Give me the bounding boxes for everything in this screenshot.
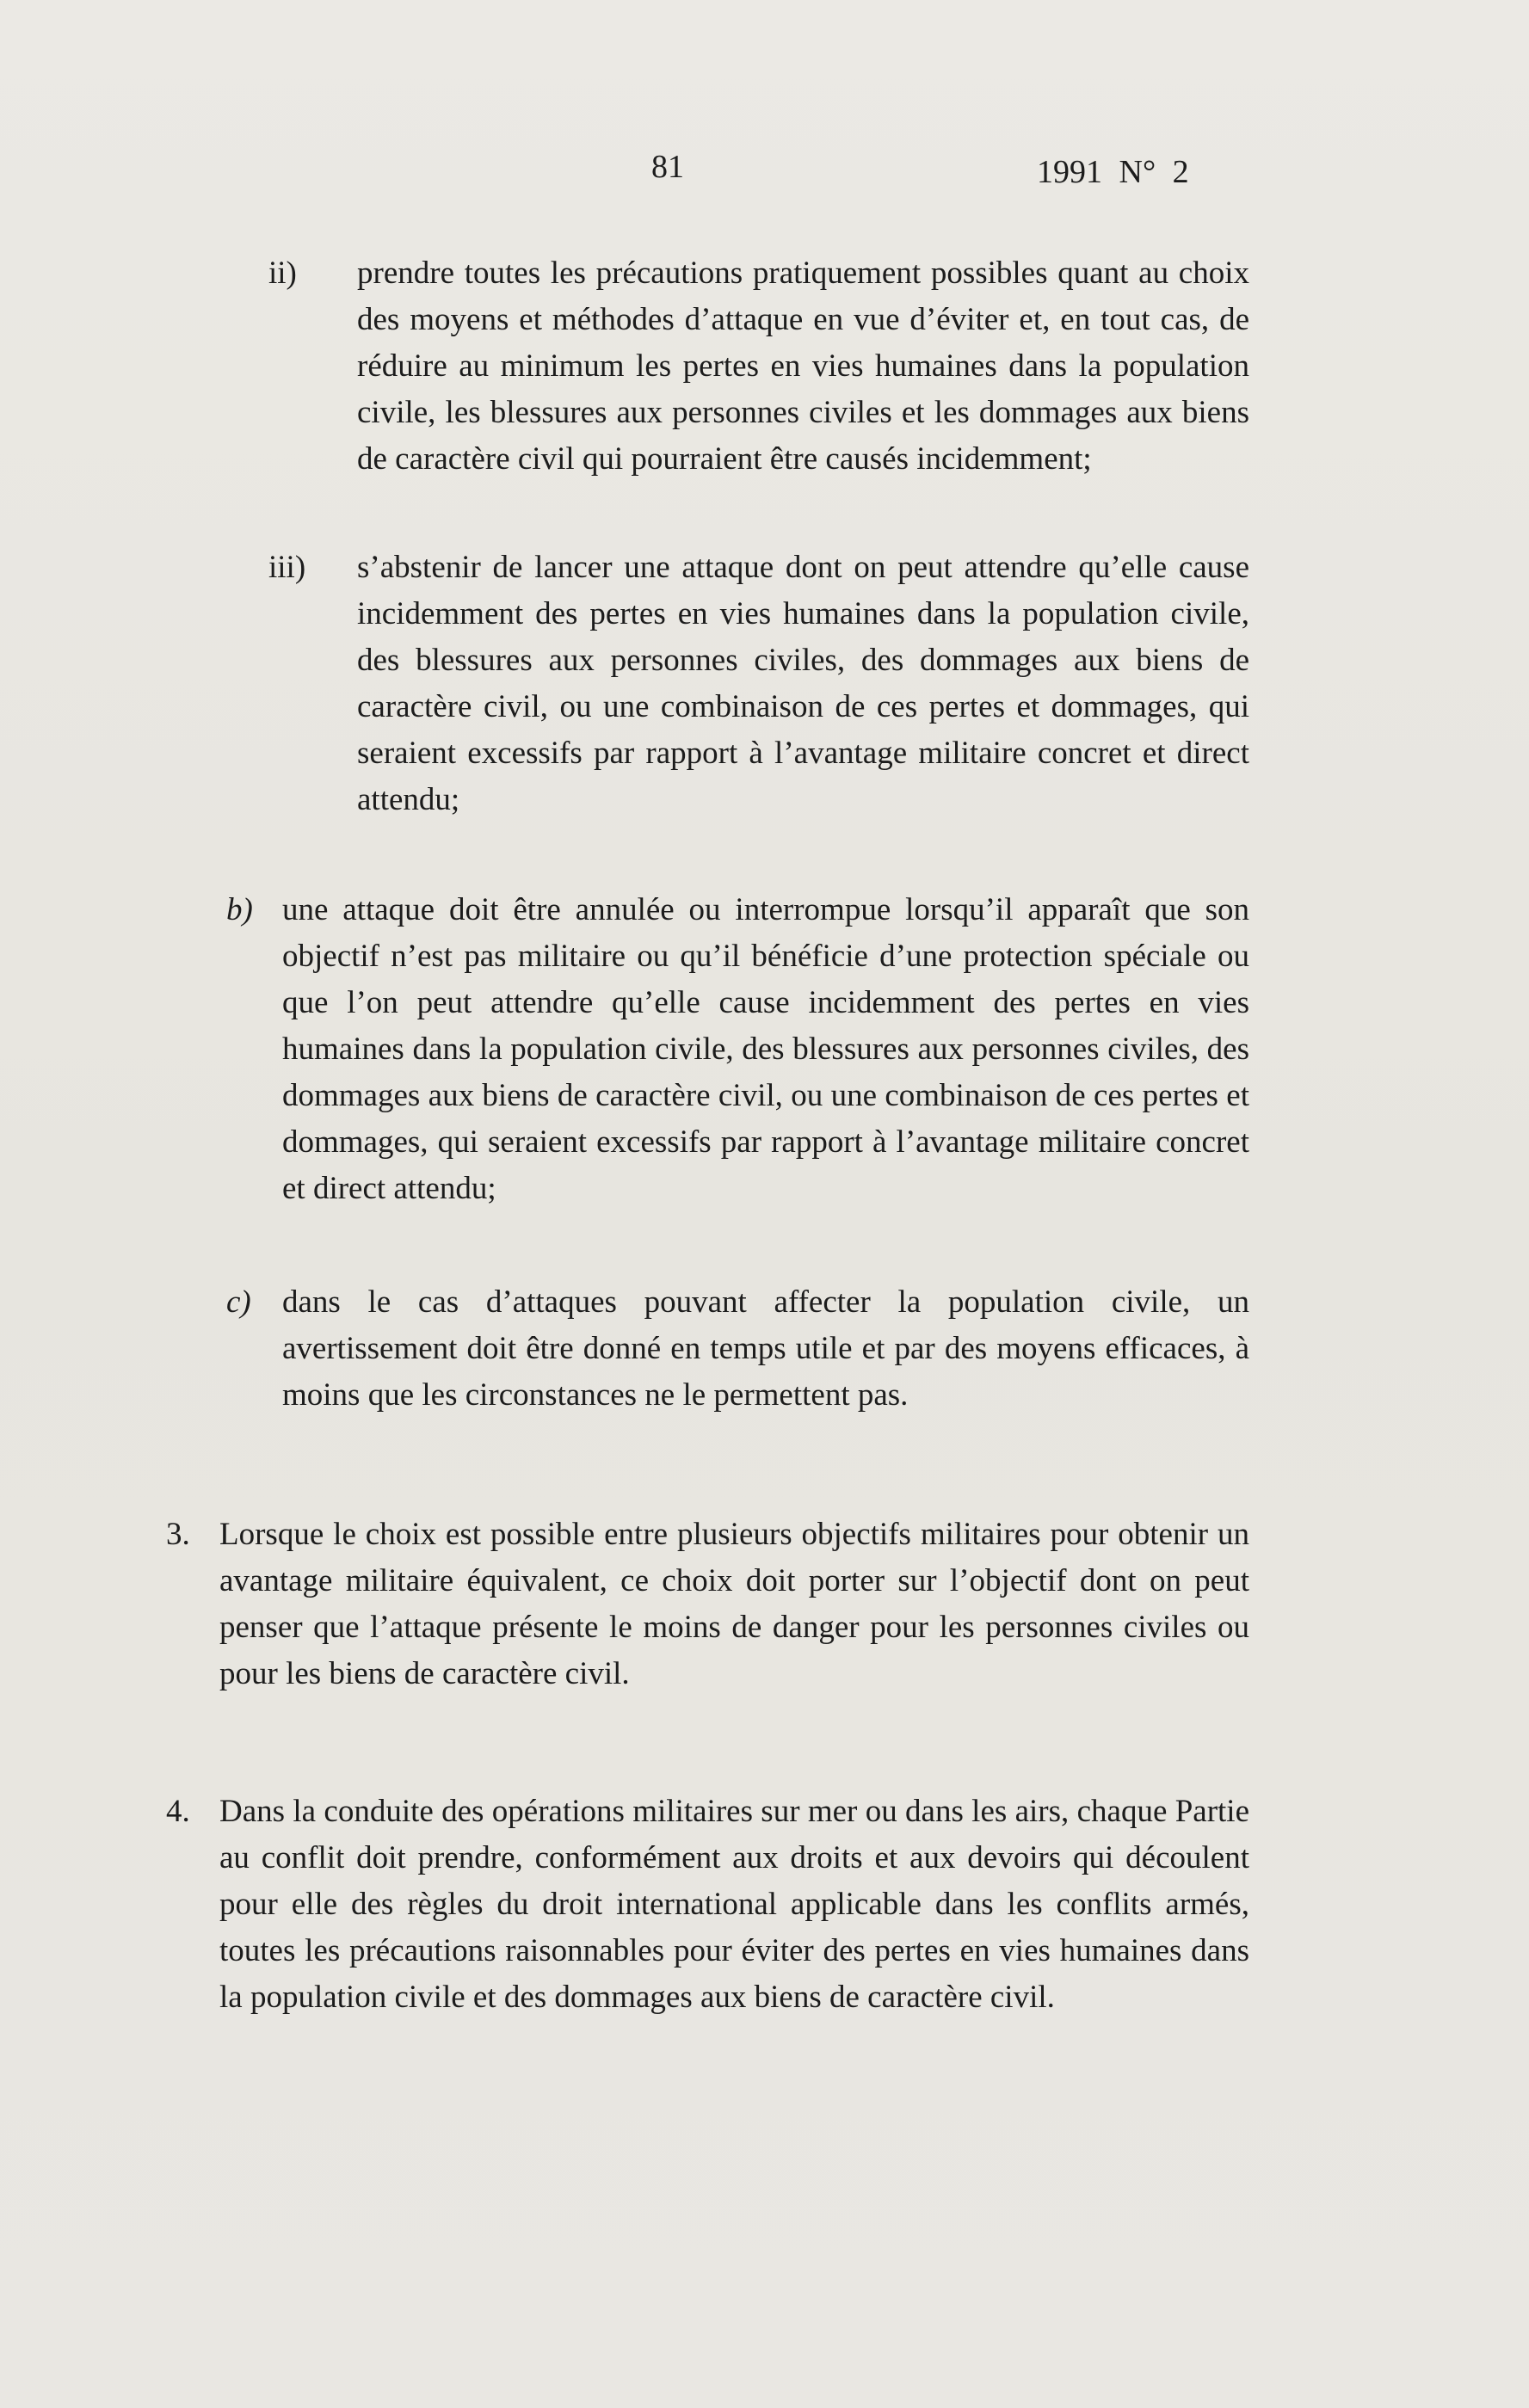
paragraph-text: Dans la conduite des opérations militaires sur mer ou dans les airs, chaque Partie au conflit doit prendre, conformément aux droits et aux devoirs qui découlent pour elle des règles du droit international applicable dans les conflits armés, toutes les précautions raisonnables pour éviter des pertes en vies humaines dans la population civile et des dommages aux biens de caractère civil. bbox=[219, 1794, 1249, 2015]
page-number: 81 bbox=[651, 149, 684, 185]
paragraph-number: 4. bbox=[166, 1794, 190, 1829]
list-item-text: dans le cas d’attaques pouvant affecter la population civile, un avertissement doit être donné en temps utile et par des moyens efficaces, à moins que les circonstances ne le permettent pas. bbox=[282, 1284, 1249, 1413]
list-item-text: s’abstenir de lancer une attaque dont on peut attendre qu’elle cause incidemment des pertes en vies humaines dans la population civile, des blessures aux personnes civiles, des dommages aux biens de caractère civil, ou une combinaison de ces pertes et dommages, qui seraient excessifs par rapport à l’avantage militaire concret et direct attendu; bbox=[357, 550, 1249, 817]
page-header bbox=[0, 148, 1529, 200]
list-item-iii bbox=[268, 545, 1249, 871]
list-item-text: une attaque doit être annulée ou interrompue lorsqu’il apparaît que son objectif n’est pas militaire ou qu’il bénéficie d’une protection spéciale ou que l’on peut attendre qu’elle cause incidemment des pertes en vies humaines dans la population civile, des blessures aux personnes civiles, des dommages aux biens de caractère civil, ou une combinaison de ces pertes et dommages, qui seraient excessifs par rapport à l’avantage militaire concret et direct attendu; bbox=[282, 892, 1249, 1206]
gazette-year-number: 1991 N° 2 bbox=[1037, 154, 1189, 190]
paragraph-text: Lorsque le choix est possible entre plusieurs objectifs militaires pour obtenir un avantage militaire équivalent, ce choix doit porter sur l’objectif dont on peut penser que l’attaque présente le moins de danger pour les personnes civiles ou pour les biens de caractère civil. bbox=[219, 1517, 1249, 1691]
list-item-ii bbox=[268, 250, 1249, 534]
paragraph-number: 3. bbox=[166, 1517, 190, 1552]
list-marker: b) bbox=[226, 892, 253, 927]
list-item-b bbox=[226, 887, 1249, 1266]
list-item-text: prendre toutes les précautions pratiquement possibles quant au choix des moyens et méthodes d’attaque en vue d’éviter et, en tout cas, de réduire au minimum les pertes en vies humaines dans la population civile, les blessures aux personnes civiles et les dommages aux biens de caractère civil qui pourraient être causés incidemment; bbox=[357, 256, 1249, 477]
list-item-c bbox=[226, 1279, 1249, 1469]
paragraph-3 bbox=[166, 1512, 1249, 1752]
paragraph-4 bbox=[166, 1789, 1249, 2081]
list-marker: ii) bbox=[268, 256, 297, 291]
list-marker: iii) bbox=[268, 550, 306, 585]
list-marker: c) bbox=[226, 1284, 251, 1320]
